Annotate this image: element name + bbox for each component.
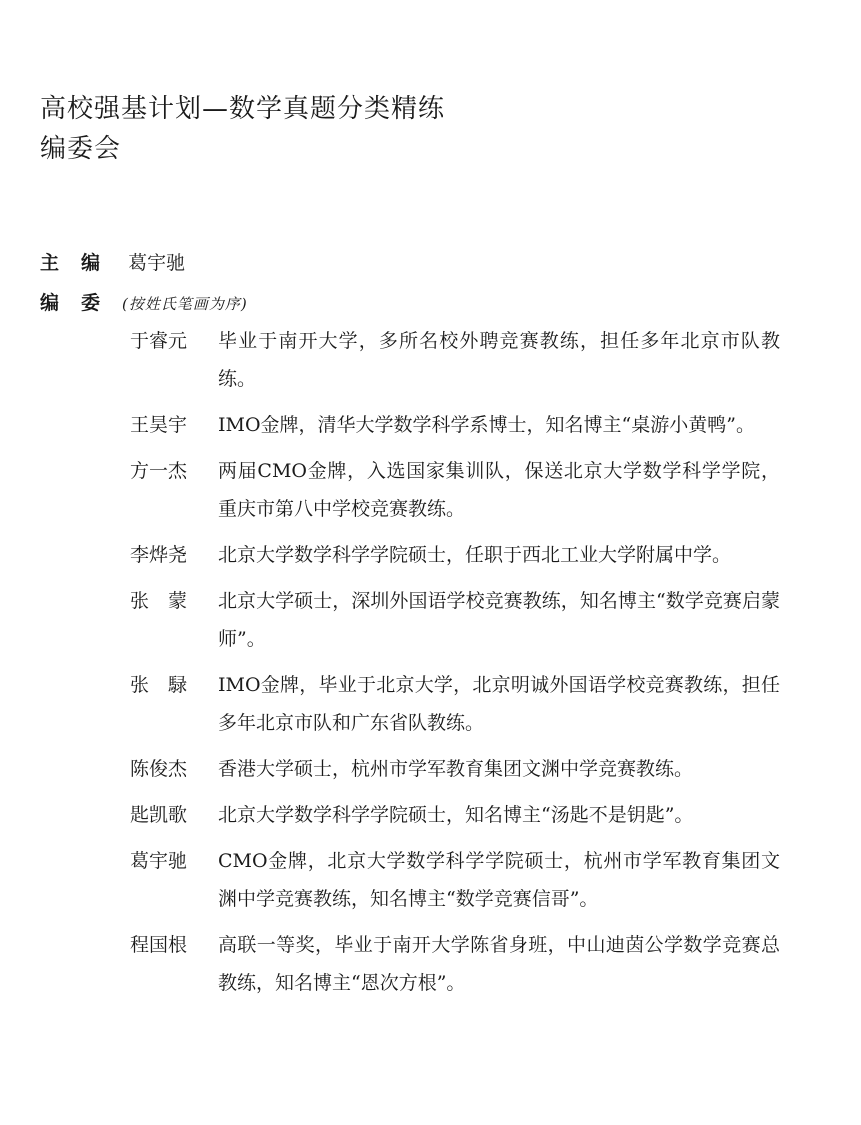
- member-description: IMO金牌，毕业于北京大学，北京明诚外国语学校竞赛教练，担任多年北京市队和广东省队教练。: [218, 674, 780, 734]
- member-entry: [130, 926, 780, 1002]
- chief-editor-row: [40, 248, 185, 275]
- member-name: 葛宇驰: [130, 850, 188, 872]
- member-entry: [130, 666, 780, 742]
- member-description: 高联一等奖，毕业于南开大学陈省身班，中山迪茵公学数学竞赛总教练，知名博主“恩次方根”。: [218, 934, 780, 994]
- member-entry: [130, 842, 780, 918]
- member-name: 张 蒙: [130, 590, 188, 612]
- member-entry: [130, 750, 780, 788]
- committee-order-note: (按姓氏笔画为序): [122, 295, 248, 313]
- member-description: 两届CMO金牌，入选国家集训队，保送北京大学数学科学学院，重庆市第八中学校竞赛教练。: [218, 460, 780, 520]
- committee-label: 编委: [40, 292, 123, 314]
- member-description: 香港大学硕士，杭州市学军教育集团文渊中学竞赛教练。: [218, 758, 694, 780]
- member-entry: [130, 452, 780, 528]
- member-name: 于睿元: [130, 330, 188, 352]
- member-description: 毕业于南开大学，多所名校外聘竞赛教练，担任多年北京市队教练。: [218, 330, 780, 390]
- member-entry: [130, 796, 780, 834]
- member-entry: [130, 582, 780, 658]
- committee-heading: 编委会: [40, 134, 122, 164]
- chief-editor-name: 葛宇驰: [128, 252, 186, 274]
- member-name: 匙凯歌: [130, 804, 188, 826]
- chief-editor-label: 主编: [40, 252, 123, 274]
- committee-row: [40, 288, 248, 315]
- member-name: 陈俊杰: [130, 758, 188, 780]
- member-description: 北京大学数学科学学院硕士，知名博主“汤匙不是钥匙”。: [218, 804, 694, 826]
- member-name: 程国根: [130, 934, 188, 956]
- member-description: CMO金牌，北京大学数学科学学院硕士，杭州市学军教育集团文渊中学竞赛教练，知名博主“数学竞赛信哥”。: [218, 850, 780, 910]
- member-description: 北京大学硕士，深圳外国语学校竞赛教练，知名博主“数学竞赛启蒙师”。: [218, 590, 780, 650]
- member-name: 方一杰: [130, 460, 188, 482]
- member-name: 张 騄: [130, 674, 188, 696]
- member-entry: [130, 406, 780, 444]
- book-title: 高校强基计划—数学真题分类精练: [40, 94, 446, 124]
- member-entry: [130, 536, 780, 574]
- member-list: [130, 322, 780, 1010]
- member-name: 王昊宇: [130, 414, 188, 436]
- member-description: 北京大学数学科学学院硕士，任职于西北工业大学附属中学。: [218, 544, 732, 566]
- member-entry: [130, 322, 780, 398]
- member-description: IMO金牌，清华大学数学科学系博士，知名博主“桌游小黄鸭”。: [218, 414, 755, 436]
- member-name: 李烨尧: [130, 544, 188, 566]
